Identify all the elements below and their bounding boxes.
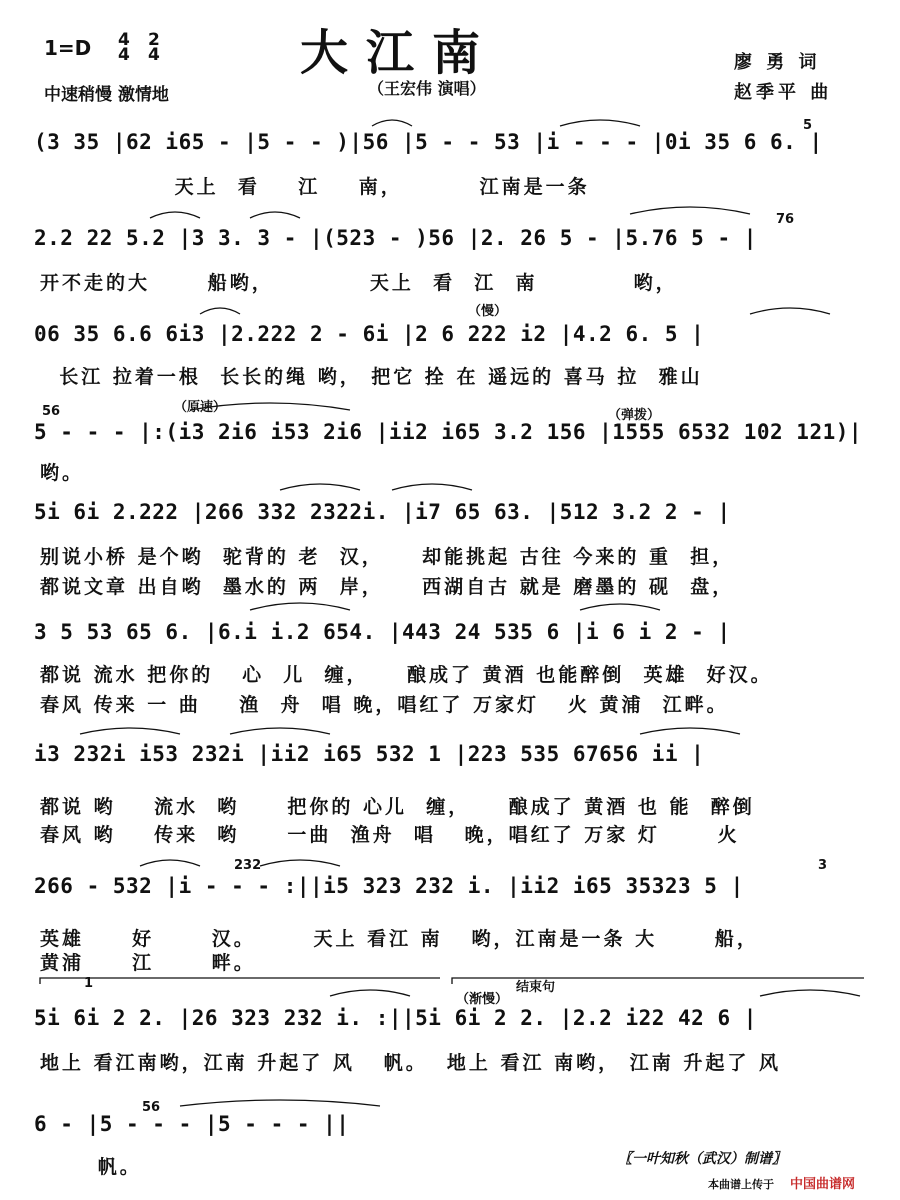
composer-credit: 赵季平 曲 bbox=[734, 82, 833, 103]
score-row-5-lyrics-verse-2: 都说文章 出自哟 墨水的 两 岸， 西湖自古 就是 磨墨的 砚 盘， bbox=[40, 576, 735, 598]
transcriber-credit: 〖一叶知秋（武汉）制谱〗 bbox=[618, 1151, 786, 1167]
slur bbox=[230, 728, 330, 734]
slur bbox=[260, 860, 340, 866]
slur bbox=[280, 484, 360, 490]
score-row-10-lyrics: 帆。 bbox=[40, 1156, 142, 1178]
score-row-10-notes: 6 - |5 - - - |5 - - - || bbox=[34, 1112, 350, 1136]
volta-1-label: 1 bbox=[84, 976, 94, 991]
grace-note-mark: 56 bbox=[142, 1100, 161, 1115]
slur bbox=[200, 308, 240, 314]
score-row-1-lyrics: 天上 看 江 南， 江南是一条 bbox=[40, 176, 590, 198]
slur bbox=[640, 728, 740, 734]
score-row-8-lyrics-verse-2: 黄浦 江 畔。 bbox=[40, 952, 256, 974]
slur bbox=[392, 484, 472, 490]
tempo-marking: 中速稍慢 激情地 bbox=[44, 85, 169, 105]
ending-bracket bbox=[452, 978, 864, 984]
score-row-1-notes: (3 35 |62 i65 - |5 - - )|56 |5 - - 53 |i - - - |0i 35 6 6. | bbox=[34, 130, 823, 154]
upload-note: 本曲谱上传于 bbox=[708, 1178, 774, 1191]
slur bbox=[580, 604, 660, 610]
slur bbox=[180, 1100, 380, 1106]
score-row-3-notes: 06 35 6.6 6i3 |2.222 2 - 6i |2 6 222 i2 |4.2 6. 5 | bbox=[34, 322, 705, 346]
score-row-5-lyrics-verse-1: 别说小桥 是个哟 驼背的 老 汉， 却能挑起 古往 今来的 重 担， bbox=[40, 546, 735, 568]
slur bbox=[560, 120, 640, 126]
ending-phrase-label: 结束句 bbox=[516, 980, 556, 995]
gradual-slow-marking: （渐慢） bbox=[456, 992, 509, 1007]
grace-note-mark: 56 bbox=[42, 404, 61, 419]
score-row-4-lyrics: 哟。 bbox=[40, 462, 85, 484]
slur bbox=[150, 212, 200, 218]
score-row-2-notes: 2.2 22 5.2 |3 3. 3 - |(523 - )56 |2. 26 5 - |5.76 5 - | bbox=[34, 226, 757, 250]
score-row-2-lyrics: 开不走的大 船哟， 天上 看 江 南 哟， bbox=[40, 272, 678, 294]
site-logo[interactable]: 中国曲谱网 bbox=[790, 1177, 856, 1192]
score-row-7-notes: i3 232i i53 232i |ii2 i65 532 1 |223 535 67656 ii | bbox=[34, 742, 705, 766]
score-row-8-notes: 266 - 532 |i - - - :||i5 323 232 i. |ii2 i65 35323 5 | bbox=[34, 874, 744, 898]
key-signature: 1=D bbox=[44, 36, 92, 60]
original-tempo-marking: （原速） bbox=[174, 400, 227, 415]
score-row-8-lyrics-verse-1: 英雄 好 汉。 天上 看江 南 哟，江南是一条 大 船， bbox=[40, 928, 759, 950]
slur bbox=[330, 990, 410, 996]
score-row-9-lyrics: 地上 看江南哟，江南 升起了 风 帆。 地上 看江 南哟， 江南 升起了 风 bbox=[40, 1052, 781, 1074]
score-row-6-lyrics-verse-1: 都说 流水 把你的 心 儿 缠， 酿成了 黄酒 也能醉倒 英雄 好汉。 bbox=[40, 664, 773, 686]
score-row-7-lyrics-verse-1: 都说 哟 流水 哟 把你的 心儿 缠， 酿成了 黄酒 也 能 醉倒 bbox=[40, 796, 755, 818]
slur bbox=[190, 403, 350, 410]
slur bbox=[140, 860, 200, 866]
singer-credit: （王宏伟 演唱） bbox=[368, 79, 486, 98]
slur bbox=[630, 207, 750, 214]
score-row-5-notes: 5i 6i 2.222 |266 332 2322i. |i7 65 63. |512 3.2 2 - | bbox=[34, 500, 731, 524]
grace-note-mark: 5 bbox=[803, 118, 813, 133]
slur bbox=[760, 990, 860, 996]
pluck-marking: （弹拨） bbox=[608, 408, 661, 423]
score-row-3-lyrics: 长江 拉着一根 长长的绳 哟， 把它 拴 在 遥远的 喜马 拉 雅山 bbox=[40, 366, 703, 388]
grace-note-mark: 232 bbox=[234, 858, 262, 873]
lyricist-credit: 廖 勇 词 bbox=[734, 52, 821, 73]
slur bbox=[250, 603, 350, 610]
volta-bracket-1 bbox=[40, 978, 440, 984]
slur bbox=[250, 212, 300, 218]
score-row-6-lyrics-verse-2: 春风 传来 一 曲 渔 舟 唱 晚，唱红了 万家灯 火 黄浦 江畔。 bbox=[40, 694, 729, 716]
grace-note-mark: 76 bbox=[776, 212, 795, 227]
score-row-6-notes: 3 5 53 65 6. |6.i i.2 654. |443 24 535 6 |i 6 i 2 - | bbox=[34, 620, 731, 644]
slow-marking: （慢） bbox=[468, 304, 508, 319]
time-signature-2-4: 2 4 bbox=[148, 30, 160, 65]
time-signature-4-4: 4 4 bbox=[118, 30, 130, 65]
score-row-7-lyrics-verse-2: 春风 哟 传来 哟 一曲 渔舟 唱 晚，唱红了 万家 灯 火 bbox=[40, 824, 740, 846]
slur bbox=[372, 120, 412, 126]
song-title: 大江南 bbox=[300, 25, 499, 81]
slur bbox=[750, 308, 830, 314]
slur bbox=[80, 728, 180, 734]
grace-note-mark: 3 bbox=[818, 858, 828, 873]
score-row-9-notes: 5i 6i 2 2. |26 323 232 i. :||5i 6i 2 2. |2.2 i22 42 6 | bbox=[34, 1006, 757, 1030]
score-row-4-notes: 5 - - - |:(i3 2i6 i53 2i6 |ii2 i65 3.2 156 |1555 6532 102 121)| bbox=[34, 420, 863, 444]
